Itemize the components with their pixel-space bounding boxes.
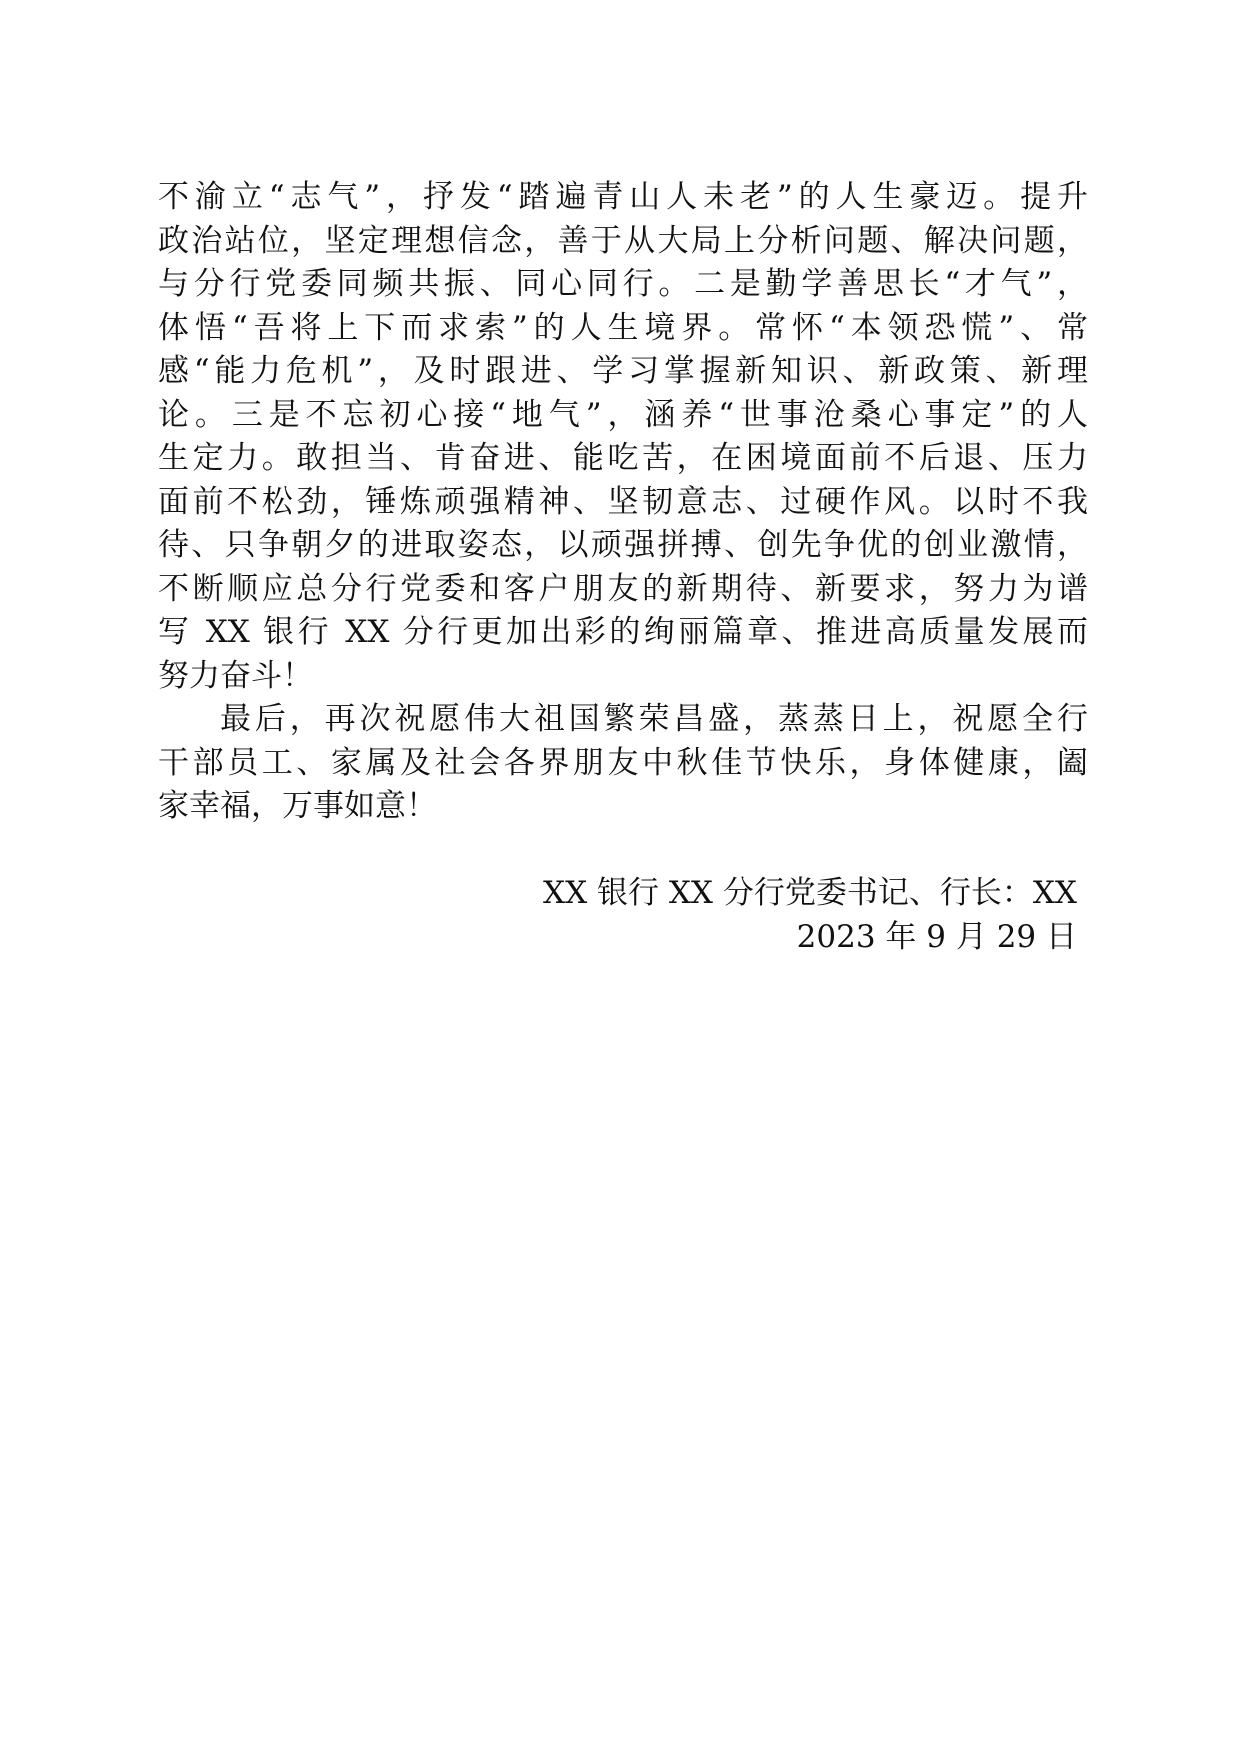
body-line: 写 XX 银行 XX 分行更加出彩的绚丽篇章、推进高质量发展而 <box>158 614 1088 650</box>
body-line: 面前不松劲，锤炼顽强精神、坚韧意志、过硬作风。以时不我 <box>158 483 1088 520</box>
body-line: 待、只争朝夕的进取姿态，以顽强拼搏、创先争优的创业激情， <box>158 527 1088 563</box>
document-body <box>158 176 1088 829</box>
closing-line: 干部员工、家属及社会各界朋友中秋佳节快乐，身体健康，阖 <box>158 744 1088 781</box>
signature-block <box>158 872 1077 959</box>
body-line: 感“能力危机”，及时跟进、学习掌握新知识、新政策、新理 <box>158 353 1088 389</box>
signature-line: XX 银行 XX 分行党委书记、行长：XX <box>543 875 1077 911</box>
body-line: 政治站位，坚定理想信念，善于从大局上分析问题、解决问题， <box>158 222 1088 259</box>
closing-line: 家幸福，万事如意！ <box>158 788 437 824</box>
body-line: 生定力。敢担当、肯奋进、能吃苦，在困境面前不后退、压力 <box>158 440 1088 476</box>
body-line: 与分行党委同频共振、同心同行。二是勤学善思长“才气”， <box>158 266 1088 302</box>
date-line: 2023 年 9 月 29 日 <box>796 918 1077 955</box>
body-line: 论。三是不忘初心接“地气”，涵养“世事沧桑心事定”的人 <box>158 396 1088 433</box>
closing-line: 最后，再次祝愿伟大祖国繁荣昌盛，蒸蒸日上，祝愿全行 <box>220 701 1088 737</box>
body-line: 不断顺应总分行党委和客户朋友的新期待、新要求，努力为谱 <box>158 570 1088 607</box>
body-line: 努力奋斗！ <box>158 657 313 694</box>
body-line: 不渝立“志气”，抒发“踏遍青山人未老”的人生豪迈。提升 <box>158 179 1088 215</box>
body-line: 体悟“吾将上下而求索”的人生境界。常怀“本领恐慌”、常 <box>158 309 1088 346</box>
